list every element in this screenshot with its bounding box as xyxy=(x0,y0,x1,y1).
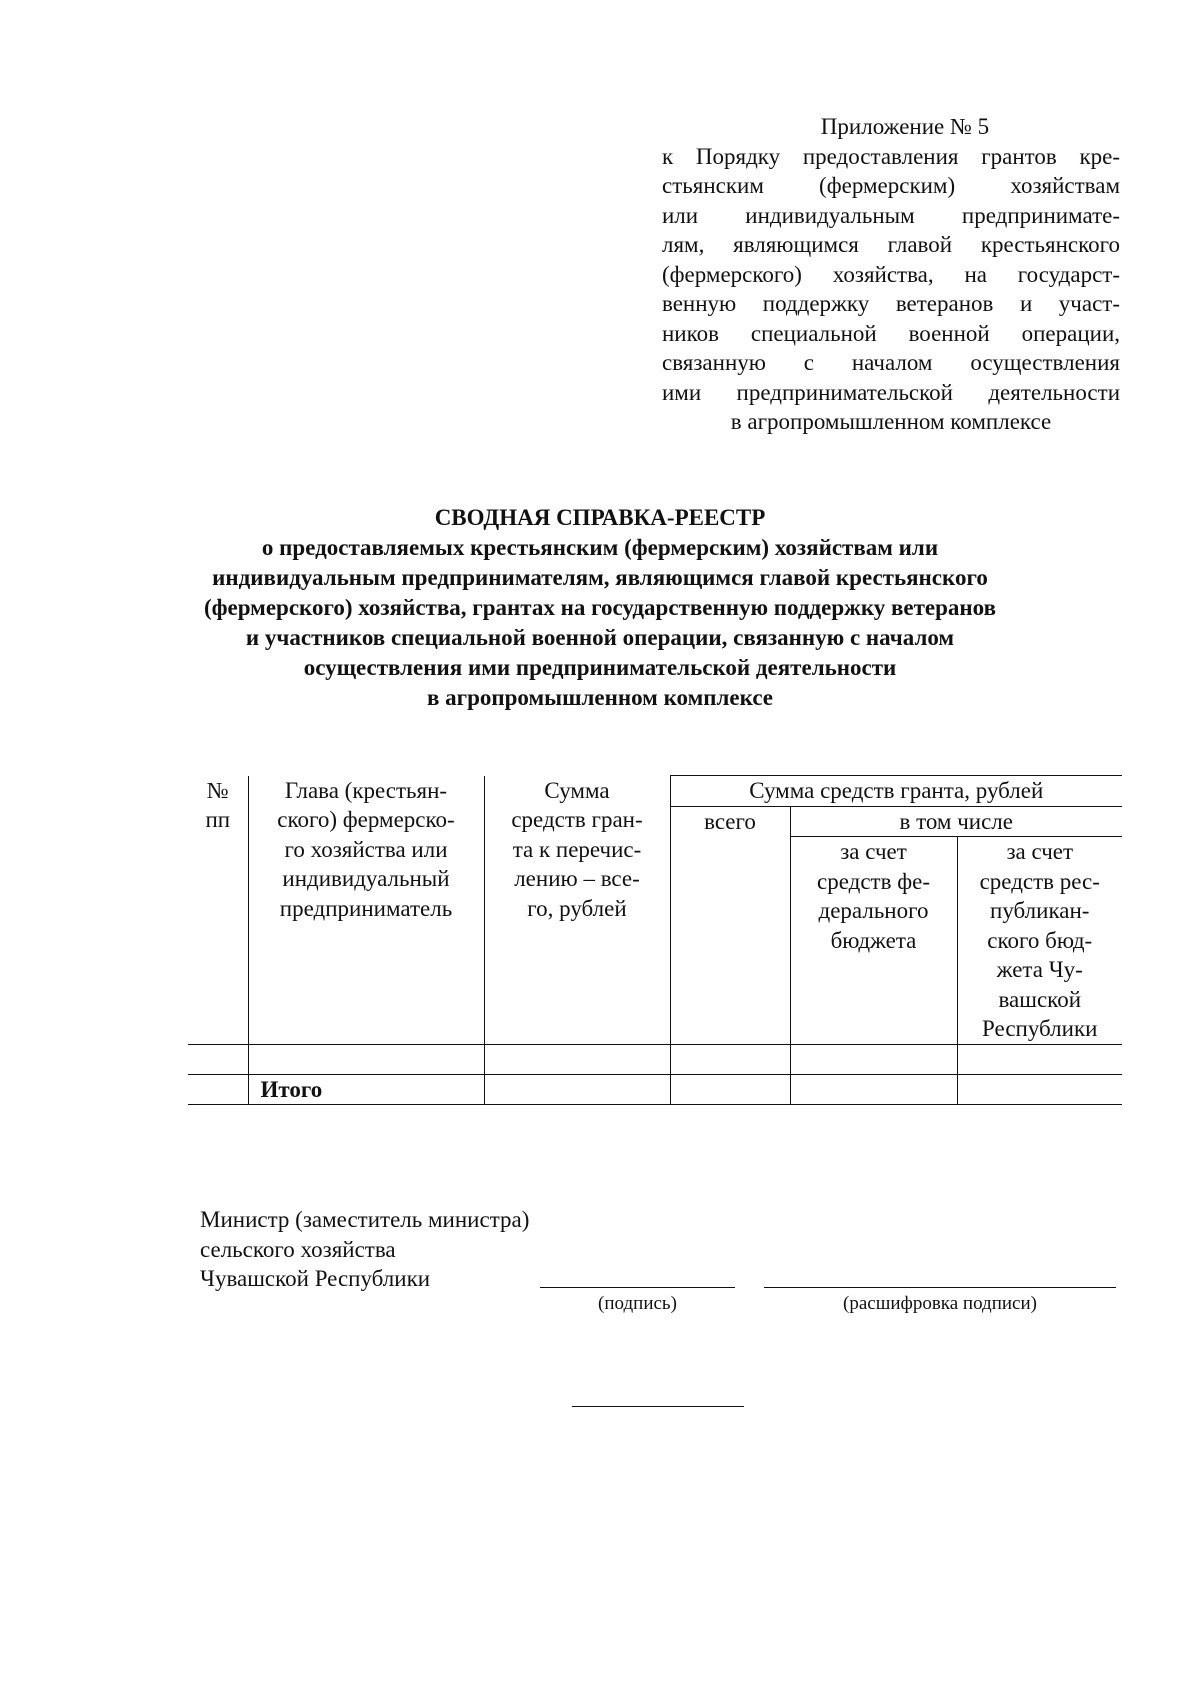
cell xyxy=(188,1074,248,1105)
cell xyxy=(790,1074,957,1105)
signature-caption: (подпись) xyxy=(598,1293,677,1314)
heading-line: индивидуальным предпринимателям, являющимся главой крестьянского xyxy=(212,565,988,590)
cell xyxy=(670,1074,790,1105)
header-federal: за счет средств фе- дерального бюджета xyxy=(790,837,957,1045)
appendix-line: (фермерского) хозяйства, на государст- xyxy=(662,261,1120,287)
closing-divider xyxy=(572,1406,744,1407)
signatory-line: Министр (заместитель министра) xyxy=(200,1207,530,1232)
appendix-title: Приложение № 5 xyxy=(820,114,990,139)
total-label: Итого xyxy=(248,1074,484,1105)
heading-line: в агропромышленном комплексе xyxy=(426,685,774,710)
registry-table xyxy=(188,775,1122,1105)
signature-line xyxy=(540,1287,735,1288)
cell xyxy=(957,1044,1122,1074)
cell xyxy=(790,1044,957,1074)
heading-line: осуществления ими предпринимательской деятельности xyxy=(303,655,897,680)
heading-line: (фермерского) хозяйства, грантах на государственную поддержку ветеранов xyxy=(203,595,997,620)
appendix-line: к Порядку предоставления грантов кре- xyxy=(662,143,1120,169)
cell xyxy=(957,1074,1122,1105)
header-number: № пп xyxy=(188,776,248,1045)
appendix-line: связанную с началом осуществления xyxy=(662,350,1120,375)
header-grant-sum: Сумма средств гранта, рублей xyxy=(670,776,1122,807)
table-row xyxy=(188,1044,1122,1074)
appendix-line: ников специальной военной операции, xyxy=(662,320,1120,346)
appendix-line: венную поддержку ветеранов и участ- xyxy=(662,291,1120,316)
appendix-line: в агропромышленном комплексе xyxy=(730,409,1052,434)
signatory-line: сельского хозяйства xyxy=(200,1236,396,1262)
header-transfer-sum: Сумма средств гран- та к перечис- лению – все- го, рублей xyxy=(484,776,670,1045)
signatory-line: Чувашской Республики xyxy=(200,1266,431,1291)
header-republic: за счет средств рес- публикан- ского бюд- жета Чу- вашской Республики xyxy=(957,837,1122,1045)
cell xyxy=(484,1074,670,1105)
heading-line: и участников специальной военной операции, связанную с началом xyxy=(245,625,955,650)
cell xyxy=(188,1044,248,1074)
document-heading xyxy=(160,503,1040,713)
cell xyxy=(248,1044,484,1074)
header-farm-head: Глава (крестьян- ского) фермерско- го хозяйства или индивидуальный предприниматель xyxy=(248,776,484,1045)
heading-line: о предоставляемых крестьянским (фермерским) хозяйствам или xyxy=(261,535,939,560)
header-total: всего xyxy=(670,806,790,1044)
decode-line xyxy=(764,1287,1116,1288)
appendix-line: ими предпринимательской деятельности xyxy=(662,379,1120,405)
appendix-line: лям, являющимся главой крестьянского xyxy=(662,232,1120,257)
appendix-block xyxy=(662,112,1120,437)
signatory-block xyxy=(200,1205,529,1294)
cell xyxy=(484,1044,670,1074)
appendix-line: или индивидуальным предпринимате- xyxy=(662,202,1120,228)
decode-caption: (расшифровка подписи) xyxy=(843,1293,1037,1314)
appendix-line: стьянским (фермерским) хозяйствам xyxy=(662,173,1120,198)
header-including: в том числе xyxy=(790,806,1122,837)
total-row xyxy=(188,1074,1122,1105)
cell xyxy=(670,1044,790,1074)
document-title: СВОДНАЯ СПРАВКА-РЕЕСТР xyxy=(434,505,766,530)
